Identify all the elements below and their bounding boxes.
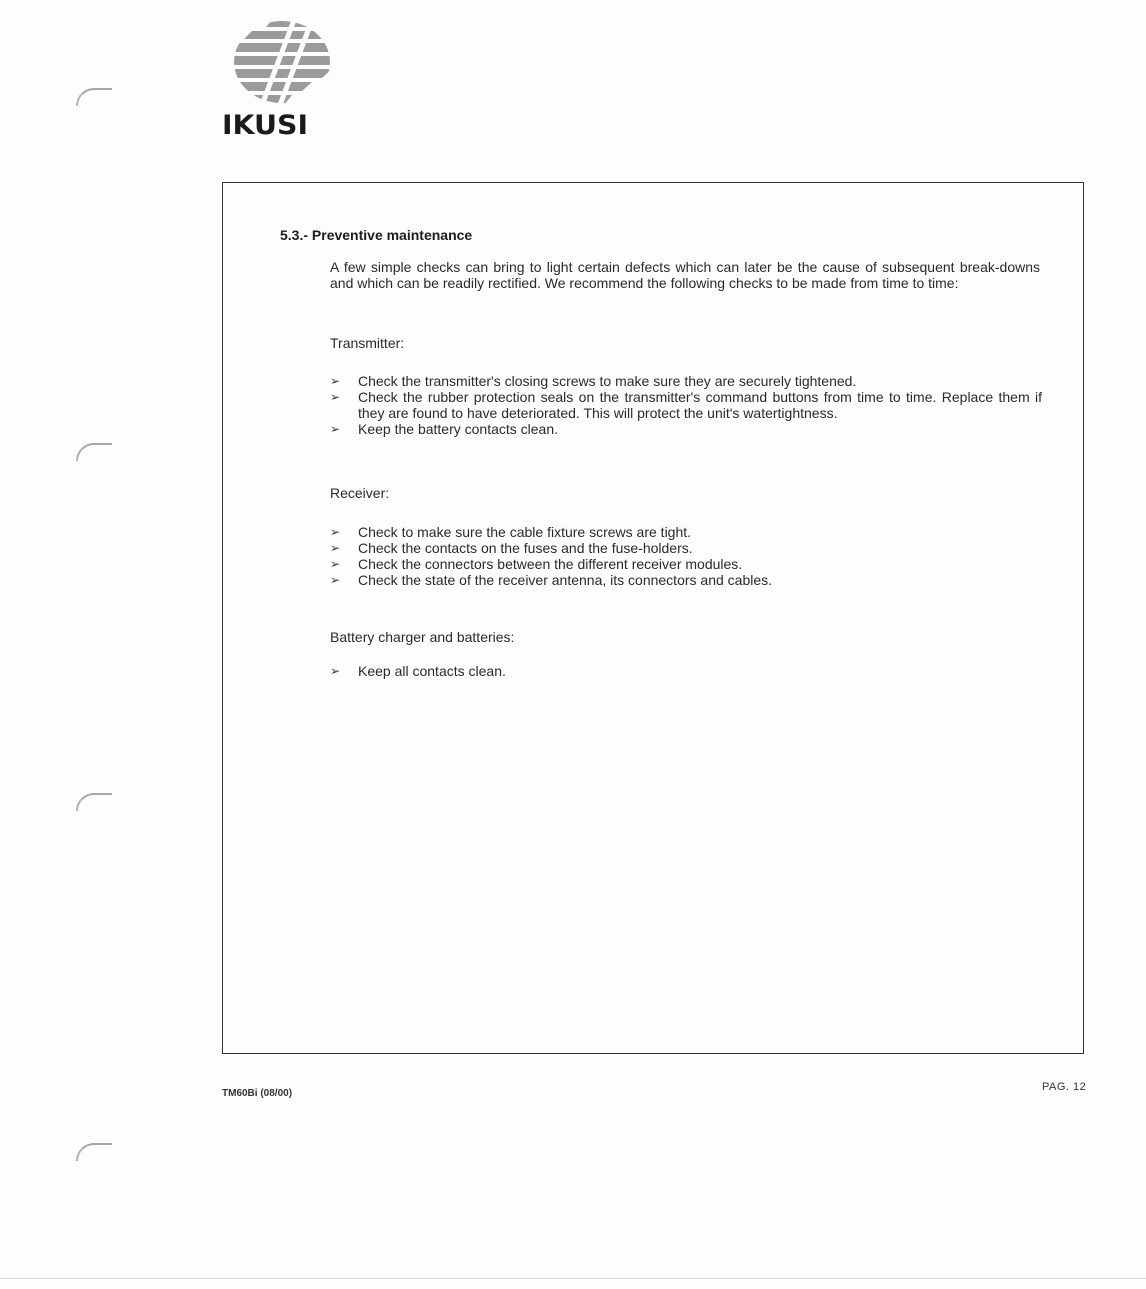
brand-wordmark: IKUSI [222,110,309,141]
arrow-bullet-icon: ➢ [330,525,341,539]
list-item [330,421,1042,437]
charger-heading: Battery charger and batteries: [330,629,515,645]
list-item [330,524,1042,540]
punch-hole-mark [76,443,112,461]
page-number: PAG. 12 [1042,1081,1087,1093]
list-item-text: Keep the battery contacts clean. [358,421,559,437]
transmitter-heading: Transmitter: [330,335,405,351]
punch-hole-mark [76,1143,112,1161]
arrow-bullet-icon: ➢ [330,374,341,388]
receiver-checklist [330,524,1042,588]
list-item [330,556,1042,572]
intro-paragraph: A few simple checks can bring to light certain defects which can later be the cause of subsequent break-downs and which can be readily rectified. We recommend the following checks to be made from time to time: [330,259,1040,291]
list-item [330,389,1042,421]
content-frame [222,182,1084,1054]
list-item-text: Keep all contacts clean. [358,663,506,679]
receiver-heading: Receiver: [330,485,390,501]
list-item [330,540,1042,556]
ikusi-striped-globe-icon [232,20,332,105]
section-heading: 5.3.- Preventive maintenance [280,227,473,243]
list-item-text: Check the transmitter's closing screws to make sure they are securely tightened. [358,373,857,389]
arrow-bullet-icon: ➢ [330,664,341,678]
scan-edge-divider [0,1278,1146,1279]
document-code: TM60Bi (08/00) [222,1088,293,1099]
arrow-bullet-icon: ➢ [330,557,341,571]
list-item-text: Check the contacts on the fuses and the fuse-holders. [358,540,693,556]
charger-checklist [330,663,1042,679]
arrow-bullet-icon: ➢ [330,541,341,555]
list-item [330,572,1042,588]
punch-hole-mark [76,88,112,106]
punch-hole-mark [76,793,112,811]
list-item-text: Check the state of the receiver antenna, its connectors and cables. [358,572,773,588]
arrow-bullet-icon: ➢ [330,573,341,587]
list-item-text: Check the rubber protection seals on the transmitter's command buttons from time to time. Replace them if they are found to have deteriorated. This will protect the unit's watertightness. [358,389,1042,421]
company-logo [222,20,342,145]
transmitter-checklist [330,373,1042,437]
list-item-text: Check the connectors between the different receiver modules. [358,556,743,572]
arrow-bullet-icon: ➢ [330,422,341,436]
list-item-text: Check to make sure the cable fixture screws are tight. [358,524,692,540]
list-item [330,373,1042,389]
arrow-bullet-icon: ➢ [330,390,341,404]
list-item [330,663,1042,679]
